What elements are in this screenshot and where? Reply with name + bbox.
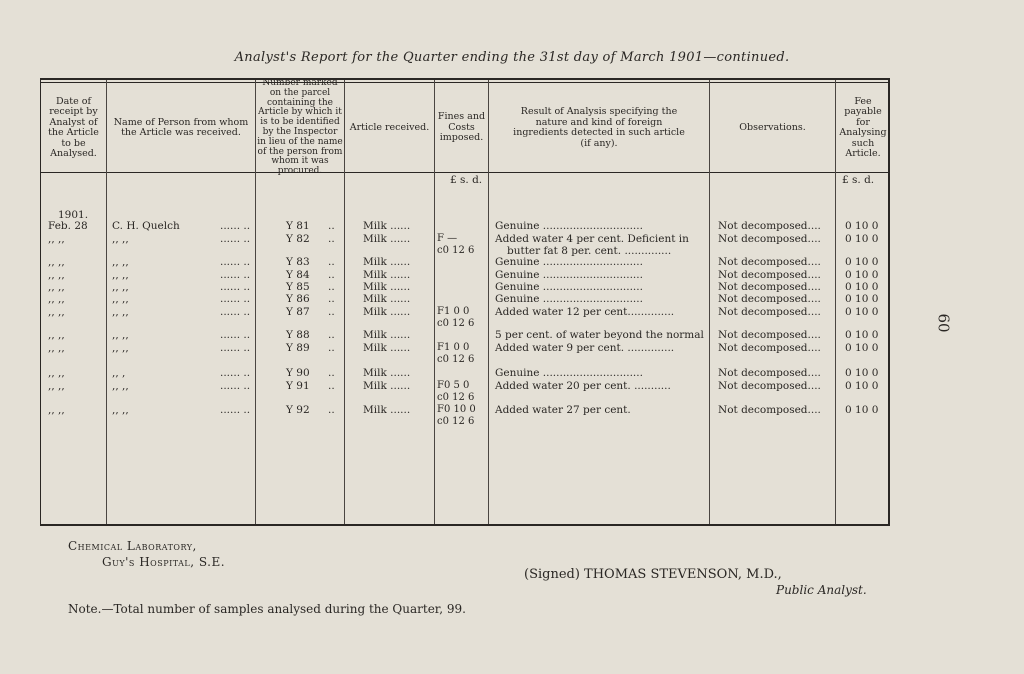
cell-number: Y 90 (286, 367, 310, 379)
cell-fee: 0 10 0 (845, 293, 879, 305)
cell-article: Milk ...... (363, 306, 411, 318)
cell-result1: Genuine .............................. (495, 269, 643, 281)
signature-line: (Signed) THOMAS STEVENSON, M.D., (524, 567, 782, 582)
cell-costs: c0 12 6 (437, 245, 475, 256)
dot-leader: ...... .. (220, 367, 251, 379)
cell-result1: Genuine .............................. (495, 256, 643, 268)
cell-result1: Genuine .............................. (495, 293, 643, 305)
year-label: 1901. (58, 209, 89, 221)
footnote: Note.—Total number of samples analysed during the Quarter, 99. (68, 602, 466, 616)
cell-fine: F — (437, 233, 458, 244)
cell-number: Y 85 (286, 281, 310, 293)
cell-result1: Genuine .............................. (495, 220, 643, 232)
cell-obs: Not decomposed.... (718, 293, 821, 305)
cell-obs: Not decomposed.... (718, 269, 821, 281)
dot-leader: ...... .. (220, 329, 251, 341)
cell-fee: 0 10 0 (845, 220, 879, 232)
cell-result1: Added water 4 per cent. Deficient in (495, 233, 689, 245)
cell-article: Milk ...... (363, 404, 411, 416)
dot-leader: .. (328, 367, 335, 379)
cell-fee: 0 10 0 (845, 281, 879, 293)
cell-obs: Not decomposed.... (718, 367, 821, 379)
cell-name: ,, ,, (112, 233, 129, 245)
cell-article: Milk ...... (363, 367, 411, 379)
header-number: Number marked on the parcel containing the Article by which it is to be identified by the Inspector in lieu of the name of the person from whom it was procured. (257, 78, 343, 177)
cell-obs: Not decomposed.... (718, 329, 821, 341)
header-name: Name of Person from whom the Article was received. (113, 116, 249, 138)
cell-date: ,, ,, (48, 233, 65, 245)
cell-number: Y 89 (286, 342, 310, 354)
dot-leader: ...... .. (220, 281, 251, 293)
cell-number: Y 81 (286, 220, 310, 232)
hospital-name: Guy's Hospital, S.E. (102, 555, 226, 569)
cell-date: ,, ,, (48, 256, 65, 268)
lab-name: Chemical Laboratory, (68, 539, 197, 553)
dot-leader: ...... .. (220, 220, 251, 232)
dot-leader: ...... .. (220, 293, 251, 305)
dot-leader: ...... .. (220, 256, 251, 268)
header-fee: Fee payable for Analysing such Article. (839, 95, 887, 159)
cell-result1: Genuine .............................. (495, 367, 643, 379)
cell-number: Y 86 (286, 293, 310, 305)
dot-leader: ...... .. (220, 233, 251, 245)
cell-costs: c0 12 6 (437, 354, 475, 365)
dot-leader: .. (328, 329, 335, 341)
cell-fine: F1 0 0 (437, 342, 470, 353)
cell-number: Y 84 (286, 269, 310, 281)
cell-obs: Not decomposed.... (718, 233, 821, 245)
cell-date: ,, ,, (48, 293, 65, 305)
cell-name: ,, , (112, 367, 126, 379)
header-date: Date of receipt by Analyst of the Article to be Analysed. (48, 95, 99, 159)
cell-number: Y 83 (286, 256, 310, 268)
cell-article: Milk ...... (363, 256, 411, 268)
cell-fee: 0 10 0 (845, 367, 879, 379)
dot-leader: ...... .. (220, 342, 251, 354)
cell-fee: 0 10 0 (845, 256, 879, 268)
header-observations: Observations. (739, 121, 806, 133)
cell-fee: 0 10 0 (845, 329, 879, 341)
cell-obs: Not decomposed.... (718, 220, 821, 232)
cell-fee: 0 10 0 (845, 404, 879, 416)
cell-date: ,, ,, (48, 269, 65, 281)
cell-costs: c0 12 6 (437, 416, 475, 427)
dot-leader: .. (328, 269, 335, 281)
fee-units: £ s. d. (842, 174, 875, 186)
cell-costs: c0 12 6 (437, 392, 475, 403)
dot-leader: ...... .. (220, 306, 251, 318)
dot-leader: .. (328, 404, 335, 416)
dot-leader: .. (328, 306, 335, 318)
cell-number: Y 88 (286, 329, 310, 341)
page-title: Analyst's Report for the Quarter ending the 31st day of March 1901—continued. (234, 50, 790, 65)
fines-units: £ s. d. (450, 174, 483, 186)
cell-result1: Added water 12 per cent.............. (495, 306, 675, 318)
dot-leader: .. (328, 220, 335, 232)
dot-leader: ...... .. (220, 269, 251, 281)
cell-number: Y 91 (286, 380, 310, 392)
dot-leader: .. (328, 281, 335, 293)
cell-article: Milk ...... (363, 329, 411, 341)
cell-date: ,, ,, (48, 306, 65, 318)
cell-name: ,, ,, (112, 404, 129, 416)
header-fines: Fines and Costs imposed. (437, 111, 486, 144)
cell-name: ,, ,, (112, 269, 129, 281)
cell-name: ,, ,, (112, 256, 129, 268)
cell-article: Milk ...... (363, 233, 411, 245)
cell-date: Feb. 28 (48, 220, 88, 232)
dot-leader: ...... .. (220, 404, 251, 416)
cell-date: ,, ,, (48, 329, 65, 341)
cell-obs: Not decomposed.... (718, 281, 821, 293)
cell-fee: 0 10 0 (845, 380, 879, 392)
cell-result1: Added water 20 per cent. ........... (495, 380, 671, 392)
page-number: 60 (934, 313, 953, 333)
cell-costs: c0 12 6 (437, 318, 475, 329)
cell-result1: Added water 9 per cent. .............. (495, 342, 675, 354)
header-bottom-rule (40, 172, 890, 173)
cell-result1: Added water 27 per cent. (495, 404, 631, 416)
cell-date: ,, ,, (48, 367, 65, 379)
cell-name: ,, ,, (112, 293, 129, 305)
cell-fine: F0 10 0 (437, 404, 476, 415)
cell-result1: 5 per cent. of water beyond the normal (495, 329, 704, 341)
cell-name: ,, ,, (112, 380, 129, 392)
cell-article: Milk ...... (363, 220, 411, 232)
cell-fee: 0 10 0 (845, 306, 879, 318)
cell-name: ,, ,, (112, 342, 129, 354)
cell-fee: 0 10 0 (845, 269, 879, 281)
cell-date: ,, ,, (48, 281, 65, 293)
cell-obs: Not decomposed.... (718, 256, 821, 268)
cell-fine: F1 0 0 (437, 306, 470, 317)
cell-article: Milk ...... (363, 342, 411, 354)
dot-leader: .. (328, 342, 335, 354)
cell-fine: F0 5 0 (437, 380, 470, 391)
dot-leader: ...... .. (220, 380, 251, 392)
cell-name: ,, ,, (112, 306, 129, 318)
cell-name: ,, ,, (112, 329, 129, 341)
cell-article: Milk ...... (363, 281, 411, 293)
cell-date: ,, ,, (48, 404, 65, 416)
header-top-rule (40, 82, 890, 83)
cell-result1: Genuine .............................. (495, 281, 643, 293)
cell-article: Milk ...... (363, 380, 411, 392)
dot-leader: .. (328, 293, 335, 305)
cell-obs: Not decomposed.... (718, 342, 821, 354)
cell-article: Milk ...... (363, 269, 411, 281)
cell-number: Y 82 (286, 233, 310, 245)
cell-number: Y 87 (286, 306, 310, 318)
cell-name: C. H. Quelch (112, 220, 180, 232)
cell-date: ,, ,, (48, 380, 65, 392)
cell-fee: 0 10 0 (845, 233, 879, 245)
dot-leader: .. (328, 256, 335, 268)
cell-name: ,, ,, (112, 281, 129, 293)
signatory-role: Public Analyst. (776, 583, 867, 597)
cell-number: Y 92 (286, 404, 310, 416)
dot-leader: .. (328, 380, 335, 392)
header-result: Result of Analysis specifying the nature and kind of foreign ingredients detected in such article (if any). (513, 106, 685, 149)
dot-leader: .. (328, 233, 335, 245)
cell-fee: 0 10 0 (845, 342, 879, 354)
cell-result-continued: butter fat 8 per. cent. .............. (507, 245, 672, 257)
cell-obs: Not decomposed.... (718, 306, 821, 318)
cell-article: Milk ...... (363, 293, 411, 305)
cell-date: ,, ,, (48, 342, 65, 354)
cell-obs: Not decomposed.... (718, 404, 821, 416)
header-article: Article received. (349, 121, 430, 133)
cell-obs: Not decomposed.... (718, 380, 821, 392)
